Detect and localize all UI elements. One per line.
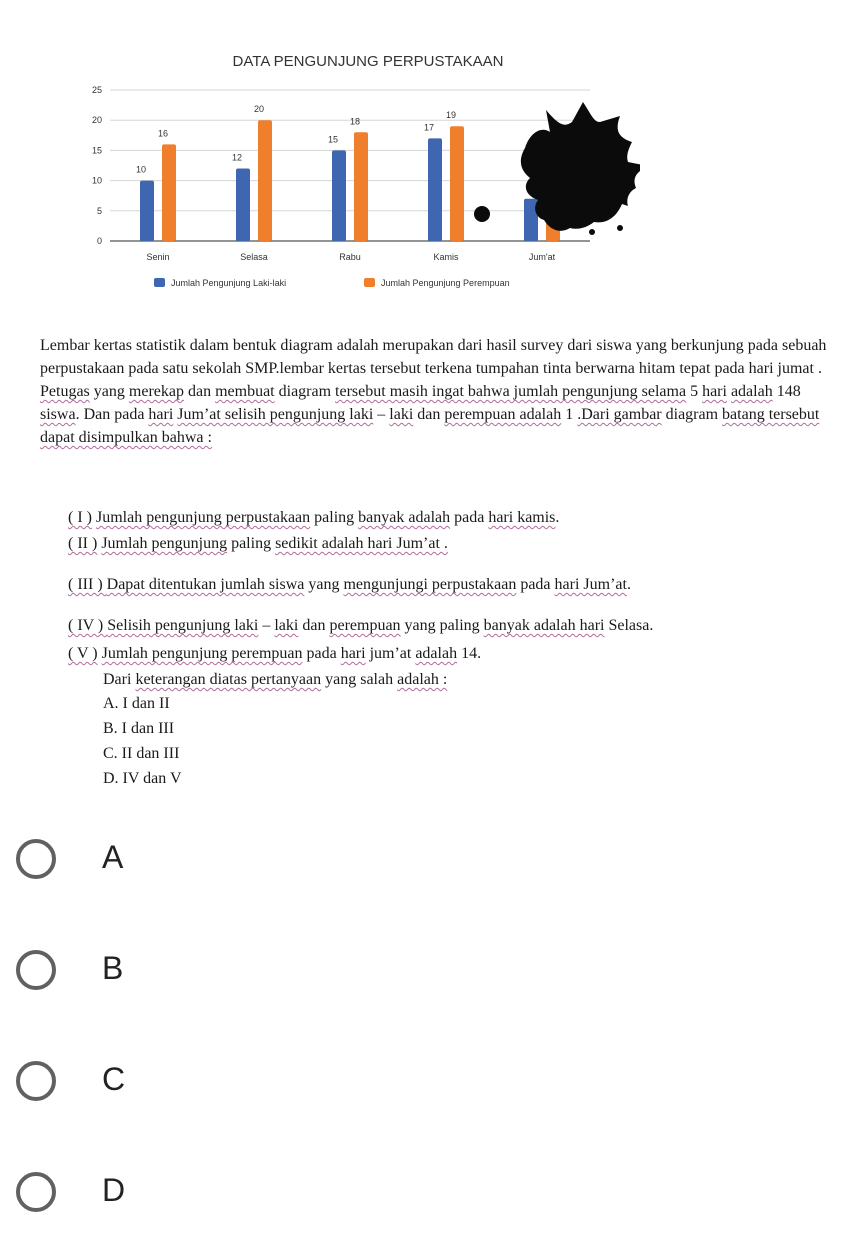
statement-4 bbox=[68, 616, 653, 636]
question-paragraph-seg: perempuan adalah bbox=[444, 406, 562, 423]
question-paragraph-seg: . Dan pada bbox=[75, 406, 149, 423]
statement-3-seg: yang bbox=[304, 576, 344, 593]
statement-5-seg: Jumlah pengunjung perempuan bbox=[101, 645, 303, 662]
question-prompt-seg: yang salah bbox=[321, 671, 398, 688]
question-prompt-seg: adalah : bbox=[397, 671, 448, 688]
question-prompt bbox=[103, 670, 447, 690]
question-paragraph-seg: 1 bbox=[561, 406, 578, 423]
radio-circle-icon[interactable] bbox=[16, 1061, 56, 1101]
question-paragraph-seg: diagram bbox=[661, 406, 723, 423]
statement-1-seg: paling bbox=[310, 509, 359, 526]
choice-c[interactable] bbox=[14, 1055, 314, 1115]
question-paragraph-seg: dan bbox=[183, 383, 216, 400]
statement-5-seg: ( V ) bbox=[68, 645, 98, 662]
radio-circle-icon[interactable] bbox=[16, 950, 56, 990]
choice-c-label: C bbox=[102, 1061, 126, 1097]
chart-legend bbox=[154, 278, 510, 288]
radio-circle-icon[interactable] bbox=[16, 1172, 56, 1212]
bar-perempuan bbox=[450, 126, 464, 241]
question-paragraph-seg: yang bbox=[89, 383, 129, 400]
bar-chart bbox=[80, 40, 640, 300]
statement-3-seg: . bbox=[626, 576, 631, 593]
question-paragraph-seg: batang tersebut dapat disimpulkan bahwa : bbox=[40, 406, 820, 446]
statement-5-seg: 14. bbox=[457, 645, 482, 662]
data-label: 19 bbox=[445, 110, 457, 121]
chart-title: DATA PENGUNJUNG PERPUSTAKAAN bbox=[232, 53, 504, 70]
data-label: 16 bbox=[157, 128, 169, 139]
statement-3-seg: Dapat ditentukan jumlah siswa bbox=[106, 576, 305, 593]
question-paragraph-seg: tersebut masih ingat bahwa jumlah pengunjung selama bbox=[335, 383, 687, 400]
question-paragraph-seg: Petugas bbox=[40, 383, 90, 400]
question-paragraph-seg: hari bbox=[702, 383, 727, 400]
x-category-label: Rabu bbox=[339, 252, 361, 262]
question-paragraph-seg: – bbox=[373, 406, 390, 423]
ink-blot bbox=[474, 102, 640, 235]
question-paragraph-seg: dan bbox=[413, 406, 445, 423]
choice-a[interactable] bbox=[14, 833, 314, 893]
question-prompt-seg: Dari bbox=[103, 671, 136, 688]
statement-4-seg: Selisih pengunjung laki bbox=[107, 617, 259, 634]
statement-4-seg: – bbox=[258, 617, 275, 634]
x-category-label: Kamis bbox=[433, 252, 459, 262]
bar-laki bbox=[236, 169, 250, 241]
statement-2-seg: paling bbox=[227, 535, 276, 552]
bar-perempuan bbox=[258, 120, 272, 241]
statement-4-seg: laki bbox=[274, 617, 299, 634]
statement-5-seg: jum’at bbox=[365, 645, 416, 662]
statement-2-seg: ( II ) bbox=[68, 535, 98, 552]
bar-perempuan bbox=[162, 144, 176, 241]
choice-a-label: A bbox=[102, 839, 124, 875]
radio-circle-icon[interactable] bbox=[16, 839, 56, 879]
statement-4-seg: yang paling bbox=[400, 617, 484, 634]
y-tick-label: 5 bbox=[96, 205, 102, 216]
statement-1-seg: banyak adalah bbox=[358, 509, 451, 526]
legend-label-perempuan: Jumlah Pengunjung Perempuan bbox=[381, 278, 510, 288]
bar-laki bbox=[332, 150, 346, 241]
statement-1-seg: ( I ) bbox=[68, 509, 92, 526]
statement-1-seg: Jumlah pengunjung perpustakaan bbox=[95, 509, 311, 526]
data-label: 10 bbox=[135, 164, 147, 175]
question-paragraph bbox=[40, 334, 830, 449]
bar-perempuan bbox=[354, 132, 368, 241]
y-tick-label: 20 bbox=[91, 115, 102, 126]
option-line-a: A. I dan II bbox=[103, 695, 170, 712]
chart-svg bbox=[80, 40, 640, 300]
statement-1-seg: hari kamis bbox=[488, 509, 556, 526]
option-line-d: D. IV dan V bbox=[103, 770, 182, 787]
question-paragraph-seg: hari bbox=[148, 406, 174, 423]
y-tick-label: 15 bbox=[91, 145, 102, 156]
statement-3 bbox=[68, 575, 631, 595]
x-category-label: Jum'at bbox=[528, 252, 556, 262]
option-line-c: C. II dan III bbox=[103, 745, 180, 762]
legend-label-laki: Jumlah Pengunjung Laki-laki bbox=[171, 278, 287, 288]
legend-swatch-perempuan bbox=[364, 278, 375, 287]
statement-4-seg: banyak adalah hari bbox=[483, 617, 605, 634]
statement-4-seg: ( IV ) bbox=[68, 617, 108, 634]
question-paragraph-seg: 148 bbox=[772, 383, 801, 400]
statement-2-seg: sedikit adalah hari Jum’at . bbox=[275, 535, 448, 552]
choice-b[interactable] bbox=[14, 944, 314, 1004]
statement-1-seg: . bbox=[555, 509, 560, 526]
data-label: 20 bbox=[253, 104, 265, 115]
x-category-label: Selasa bbox=[240, 252, 268, 262]
data-label: 12 bbox=[231, 152, 243, 163]
statement-1-seg: pada bbox=[450, 509, 489, 526]
statement-3-seg: hari Jum’at bbox=[554, 576, 627, 593]
statement-5-seg: pada bbox=[302, 645, 341, 662]
choice-d[interactable] bbox=[14, 1166, 314, 1226]
statement-3-seg: pada bbox=[516, 576, 555, 593]
question-paragraph-seg: 5 bbox=[686, 383, 703, 400]
choice-d-label: D bbox=[102, 1172, 126, 1208]
statement-3-seg: ( III ) bbox=[68, 576, 107, 593]
question-paragraph-seg: diagram bbox=[274, 383, 336, 400]
bar-laki bbox=[140, 181, 154, 241]
statement-2-seg: Jumlah pengunjung bbox=[101, 535, 228, 552]
question-paragraph-seg: laki bbox=[389, 406, 414, 423]
option-line-b: B. I dan III bbox=[103, 720, 175, 737]
statement-4-seg: perempuan bbox=[329, 617, 401, 634]
statement-2 bbox=[68, 534, 448, 554]
question-paragraph-seg: siswa bbox=[40, 406, 76, 423]
statement-5-seg: adalah bbox=[415, 645, 458, 662]
question-prompt-seg: keterangan diatas pertanyaan bbox=[135, 671, 322, 688]
question-paragraph-seg: Jum’at selisih pengunjung laki bbox=[177, 406, 374, 423]
question-paragraph-seg: merekap bbox=[128, 383, 184, 400]
question-paragraph-seg: membuat bbox=[215, 383, 275, 400]
legend-swatch-laki bbox=[154, 278, 165, 287]
x-category-label: Senin bbox=[146, 252, 170, 262]
chart-labels bbox=[136, 104, 456, 174]
statement-5 bbox=[68, 644, 481, 664]
question-paragraph-seg: adalah bbox=[730, 383, 773, 400]
statement-1 bbox=[68, 508, 559, 528]
question-paragraph-seg: Lembar kertas statistik dalam bentuk diagram adalah merupakan dari hasil survey dari siswa yang berkunjung pada sebuah perpustakaan pada satu sekolah SMP.lembar kertas tersebut terkena tumpahan tinta berwarna hitam tepat pada hari jumat . bbox=[40, 337, 827, 377]
y-tick-label: 10 bbox=[91, 175, 102, 186]
data-label: 18 bbox=[349, 116, 361, 127]
bar-laki bbox=[428, 138, 442, 241]
chart-categories bbox=[146, 252, 555, 262]
statement-4-seg: dan bbox=[298, 617, 330, 634]
question-paragraph-seg: .Dari gambar bbox=[577, 406, 662, 423]
statement-3-seg: mengunjungi perpustakaan bbox=[343, 576, 517, 593]
y-tick-label: 25 bbox=[91, 85, 102, 95]
data-label: 17 bbox=[423, 122, 435, 133]
statement-5-seg: hari bbox=[340, 645, 366, 662]
statement-4-seg: Selasa. bbox=[604, 617, 654, 634]
y-tick-label: 0 bbox=[96, 236, 102, 246]
choice-b-label: B bbox=[102, 950, 124, 986]
data-label: 15 bbox=[327, 134, 339, 145]
